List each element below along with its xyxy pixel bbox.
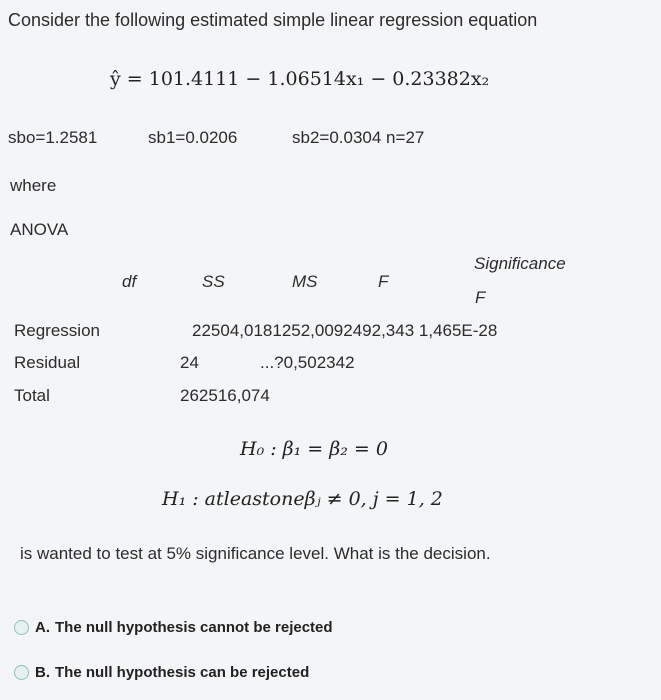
- anova-row-total-values: 262516,074: [180, 386, 270, 405]
- anova-header-significance: Significance: [474, 254, 566, 273]
- radio-button-icon[interactable]: [14, 665, 29, 680]
- anova-row-residual-label: Residual: [14, 353, 81, 372]
- anova-header-ss: SS: [202, 272, 225, 291]
- std-error-sb1: sb1=0.0206: [148, 128, 238, 147]
- question-intro: Consider the following estimated simple linear regression equation: [8, 10, 538, 30]
- alternative-hypothesis: H₁ : atleastoneβⱼ ≠ 0, j = 1, 2: [162, 488, 443, 510]
- std-error-sb2-n: sb2=0.0304 n=27: [292, 128, 425, 147]
- answer-option-a[interactable]: [14, 619, 333, 636]
- anova-row-residual-df: 24: [180, 353, 199, 372]
- radio-button-icon[interactable]: [14, 620, 29, 635]
- answer-option-b[interactable]: [14, 664, 309, 681]
- std-error-sb0: sbo=1.2581: [8, 128, 98, 147]
- null-hypothesis: H₀ : β₁ = β₂ = 0: [240, 438, 388, 460]
- regression-equation: ŷ = 101.4111 − 1.06514x₁ − 0.23382x₂: [110, 68, 490, 90]
- anova-header-df: df: [122, 272, 137, 291]
- anova-row-regression-values: 22504,0181252,0092492,343 1,465E-28: [192, 321, 498, 340]
- anova-label: ANOVA: [10, 220, 69, 239]
- where-label: where: [10, 176, 57, 195]
- answer-option-b-text: The null hypothesis can be rejected: [55, 664, 310, 681]
- answer-option-a-letter: A.: [35, 619, 50, 636]
- anova-header-significance-f: F: [475, 288, 486, 307]
- question-prompt: is wanted to test at 5% significance level. What is the decision.: [20, 544, 491, 563]
- anova-row-total-label: Total: [14, 386, 50, 405]
- anova-header-ms: MS: [292, 272, 318, 291]
- anova-row-residual-values: ...?0,502342: [260, 353, 355, 372]
- anova-row-regression-label: Regression: [14, 321, 100, 340]
- anova-header-f: F: [378, 272, 389, 291]
- answer-option-b-letter: B.: [35, 664, 50, 681]
- answer-option-a-text: The null hypothesis cannot be rejected: [55, 619, 333, 636]
